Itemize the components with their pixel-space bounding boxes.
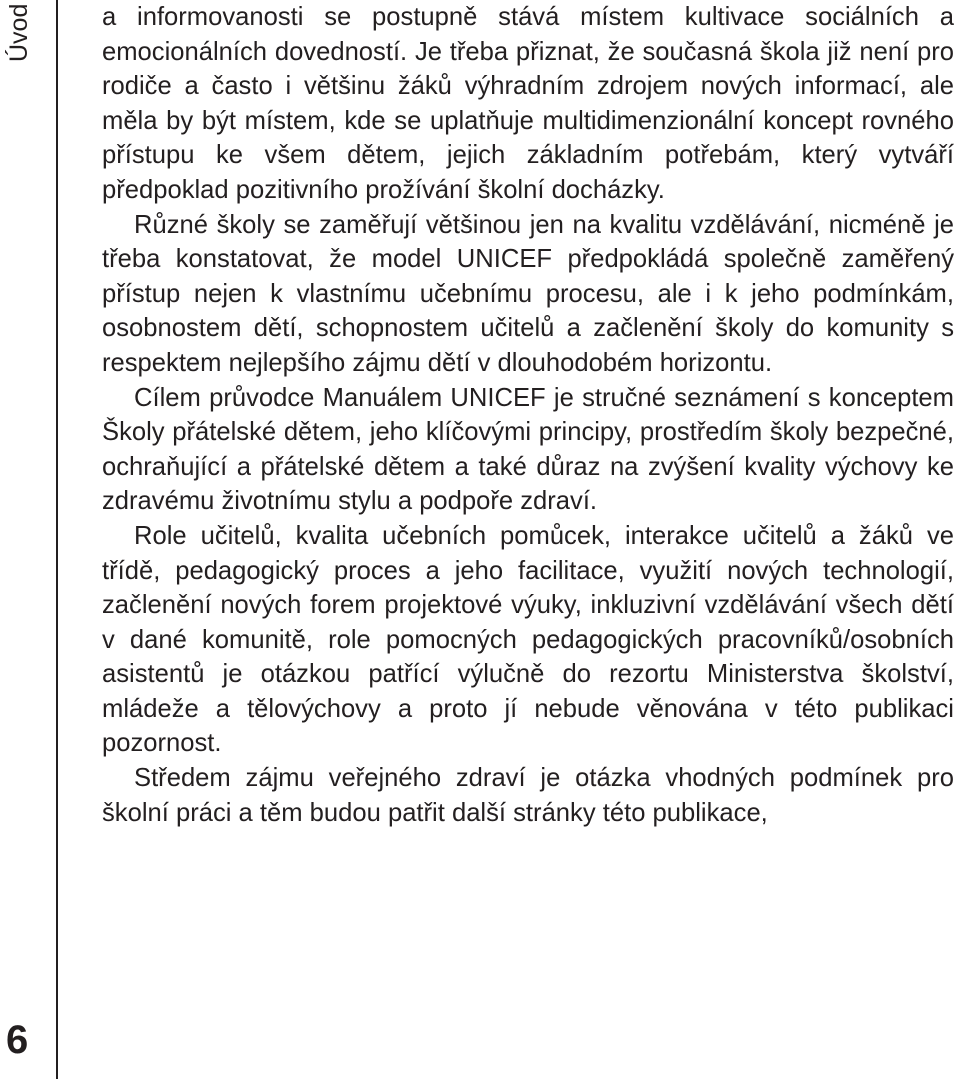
paragraph-continued: a informovanosti se postupně stává místem kultivace sociálních a emocionálních dovedností. Je třeba přiznat, že současná škola již není pro rodiče a často i většinu žáků výhradním zdrojem nových informací, ale měla by být místem, kde se uplatňuje multidimenzionální koncept rovného přístupu ke všem dětem, jejich základním potřebám, který vytváří předpoklad pozitivního prožívání školní docházky. [102,3,954,204]
paragraph: Středem zájmu veřejného zdraví je otázka vhodných podmínek pro školní práci a těm budou patřit další stránky této publikace, [102,764,954,827]
body-text [102,0,954,830]
page-margin [0,0,58,1079]
paragraph: Role učitelů, kvalita učebních pomůcek, interakce učitelů a žáků ve třídě, pedagogický proces a jeho facilitace, využití nových technologií, začlenění nových forem projektové výuky, inkluzivní vzdělávání všech dětí v dané komunitě, role pomocných pedagogických pracovníků/osobních asistentů je otázkou patřící výlučně do rezortu Ministerstva školství, mládeže a tělovýchovy a proto jí nebude věnována v této publikaci pozornost. [102,521,954,758]
paragraph: Cílem průvodce Manuálem UNICEF je stručné seznámení s konceptem Školy přátelské dětem, jeho klíčovými principy, prostředím školy bezpečné, ochraňující a přátelské dětem a také důraz na zvýšení kvality výchovy ke zdravému životnímu stylu a podpoře zdraví. [102,383,954,516]
page-number: 6 [6,1018,29,1062]
paragraph: Různé školy se zaměřují většinou jen na kvalitu vzdělávání, nicméně je třeba konstatovat, že model UNICEF předpokládá společně zaměřený přístup nejen k vlastnímu učebnímu procesu, ale i k jeho podmínkám, osobnostem dětí, schopnostem učitelů a začlenění školy do komunity s respektem nejlepšího zájmu dětí v dlouhodobém horizontu. [102,210,954,377]
margin-rule [56,0,58,1079]
section-label: Úvod [5,4,33,63]
